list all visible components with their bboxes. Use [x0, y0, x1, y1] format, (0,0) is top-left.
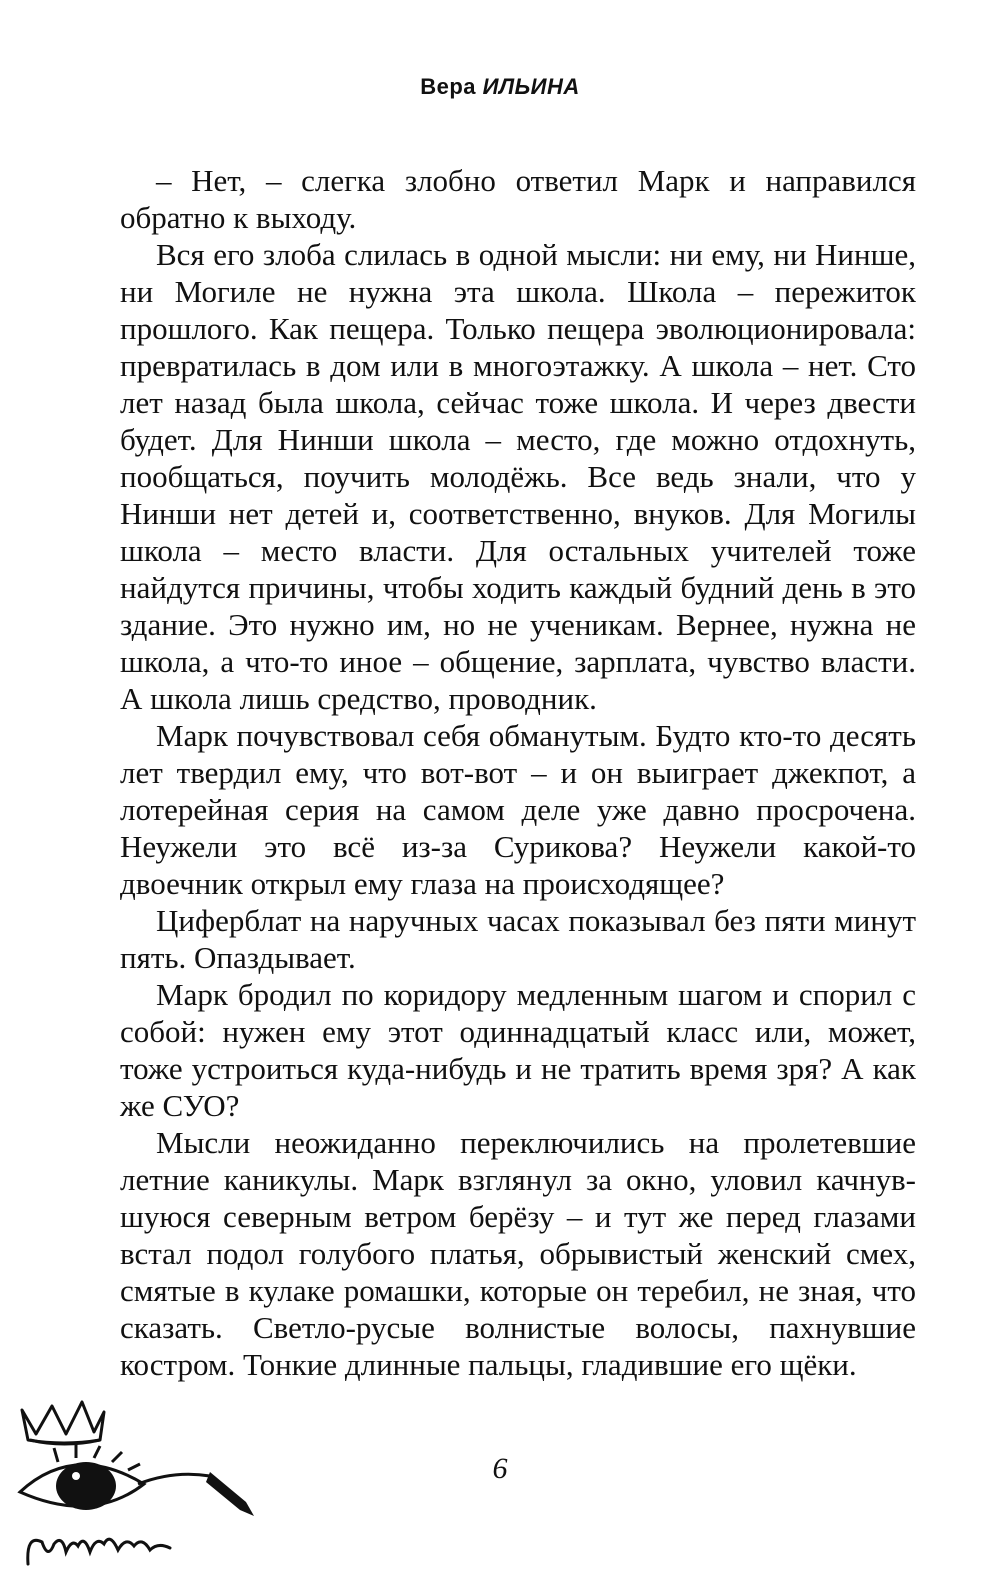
paragraph: Циферблат на наручных часах показывал без пяти минут пять. Опаздывает. [120, 903, 916, 975]
author-first-name: Вера [420, 74, 477, 99]
body-text [120, 162, 916, 1383]
paragraph: Вся его злоба слилась в одной мысли: ни ему, ни Нинше, ни Могиле не нужна эта школа. Школа – пережиток прошлого. Как пещера. Только пещера эволюционировала: превратилась в дом или в многоэтажку. А школа – нет. Сто лет назад была школа, сейчас тоже школа. И через двести будет. Для Нинши школа – место, где можно отдохнуть, пообщаться, поучить молодёжь. Все ведь знали, что у Нинши нет детей и, соответственно, внуков. Для Могилы школа – место власти. Для остальных учителей тоже найдутся причины, чтобы ходить каждый будний день в это здание. Это нужно им, но не ученикам. Вернее, нужна не школа, а что-то иное – общение, зарплата, чувство власти. А школа лишь средство, проводник. [120, 237, 916, 716]
paragraph: Марк бродил по коридору медленным шагом и спорил с собой: нужен ему этот одиннадцатый класс или, может, тоже устроиться куда-нибудь и не тратить время зря? А как же СУО? [120, 977, 916, 1123]
paragraph: Марк почувствовал себя обманутым. Будто кто-то десять лет твердил ему, что вот-вот – и он выиграет джекпот, а лотерейная серия на самом деле уже давно просрочена. Неужели это всё из-за Сурикова? Неужели какой-то двоечник открыл ему глаза на происходящее? [120, 718, 916, 901]
paragraph: Мысли неожиданно переключились на пролетевшие летние каникулы. Марк взглянул за окно, уловил качнувшуюся северным ветром берёзу – и тут же перед глазами встал подол голубого платья, обрывистый женский смех, смятые в кулаке ромашки, которые он теребил, не зная, что сказать. Светло-русые волнистые волосы, пахнувшие костром. Тонкие длинные пальцы, гладившие его щёки. [120, 1125, 916, 1382]
author-last-name: ИЛЬИНА [482, 74, 580, 99]
running-header [0, 74, 1000, 100]
paragraph: – Нет, – слегка злобно ответил Марк и направился обратно к выходу. [120, 163, 916, 235]
page-number: 6 [492, 1452, 508, 1485]
